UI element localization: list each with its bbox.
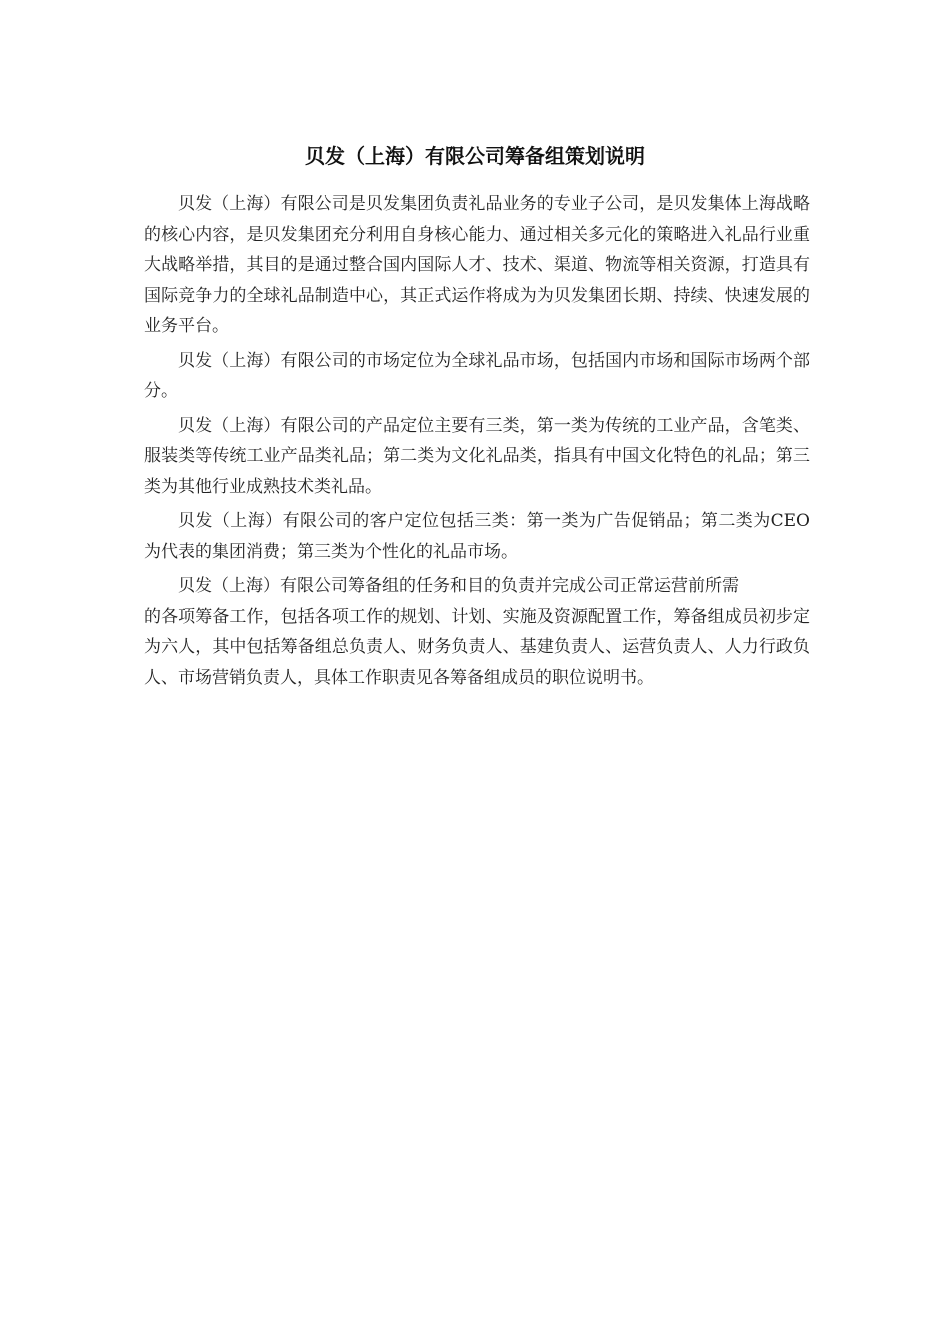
paragraph-market-positioning: 贝发（上海）有限公司的市场定位为全球礼品市场，包括国内市场和国际市场两个部分。 [144,350,810,401]
paragraph-product-positioning: 贝发（上海）有限公司的产品定位主要有三类，第一类为传统的工业产品，含笔类、服装类等传统工业产品类礼品；第二类为文化礼品类，指具有中国文化特色的礼品；第三类为其他行业成熟技术类礼品。 [144,415,810,497]
document-body [144,189,810,697]
paragraph-preparation-details: 的各项筹备工作，包括各项工作的规划、计划、实施及资源配置工作，筹备组成员初步定为六人，其中包括筹备组总负责人、财务负责人、基建负责人、运营负责人、人力行政负人、市场营销负责人，具体工作职责见各筹备组成员的职位说明书。 [144,606,810,688]
page-title: 贝发（上海）有限公司筹备组策划说明 [305,144,645,168]
paragraph-customer-positioning: 贝发（上海）有限公司的客户定位包括三类：第一类为广告促销品；第二类为CEO为代表的集团消费；第三类为个性化的礼品市场。 [144,511,810,562]
paragraph-preparation-task: 贝发（上海）有限公司筹备组的任务和目的负责并完成公司正常运营前所需 [178,576,739,596]
paragraph-company-intro: 贝发（上海）有限公司是贝发集团负责礼品业务的专业子公司，是贝发集体上海战略的核心内容，是贝发集团充分利用自身核心能力、通过相关多元化的策略进入礼品行业重大战略举措，其目的是通过整合国内国际人才、技术、渠道、物流等相关资源，打造具有国际竞争力的全球礼品制造中心，其正式运作将成为为贝发集团长期、持续、快速发展的业务平台。 [144,194,810,336]
